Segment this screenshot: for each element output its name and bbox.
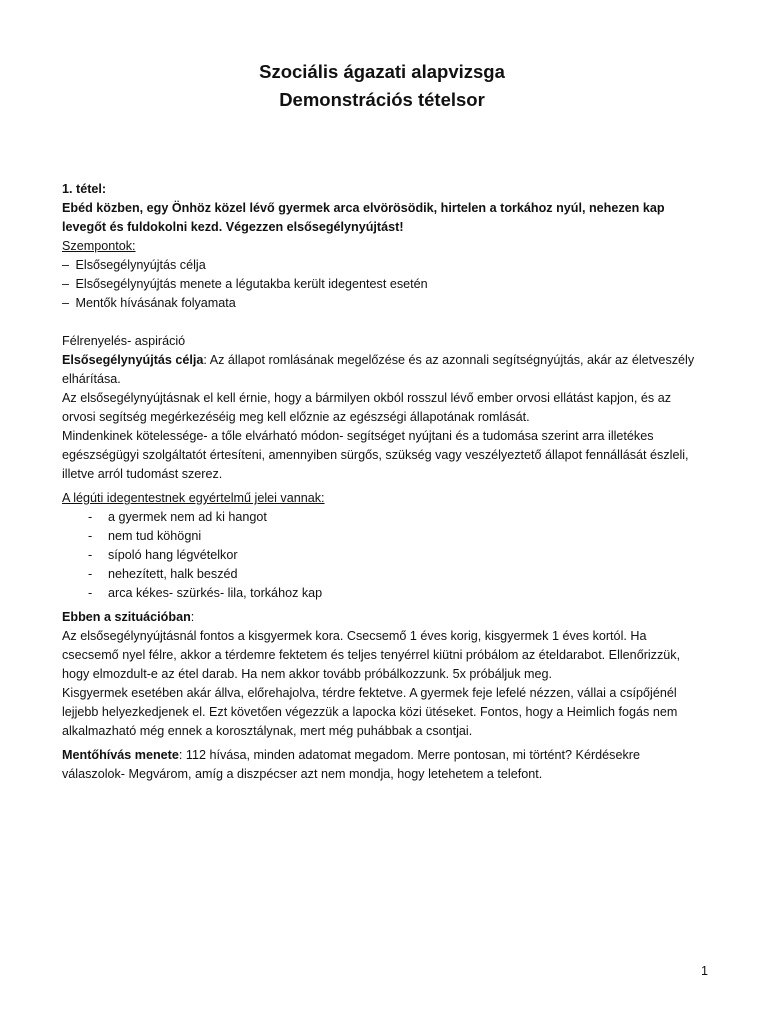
list-item <box>62 565 702 584</box>
list-marker: - <box>88 510 93 524</box>
criteria-marker: – <box>62 296 70 310</box>
goal-paragraph <box>62 351 702 389</box>
answer-topic: Félrenyelés- aspiráció <box>62 334 186 348</box>
situation-label: Ebben a szituációban <box>62 610 191 624</box>
criteria-item-text: Elsősegélynyújtás menete a légutakba került idegentest esetén <box>75 277 428 291</box>
page-number: 1 <box>700 964 708 978</box>
list-marker: - <box>88 586 93 600</box>
list-item <box>62 527 702 546</box>
call-text: : 112 hívása, minden adatomat megadom. Merre pontosan, mi történt? Kérdésekre válaszolok- Megvárom, amíg a diszpécser azt nem mondja, hogy letehetem a telefont. <box>62 748 640 781</box>
document-title: Szociális ágazati alapvizsga <box>259 61 505 82</box>
criteria-marker: – <box>62 277 70 291</box>
list-marker: - <box>88 529 93 543</box>
title-block <box>62 58 702 114</box>
criteria-item <box>62 275 702 294</box>
criteria-heading: Szempontok: <box>62 239 136 253</box>
list-item-text: arca kékes- szürkés- lila, torkához kap <box>108 586 323 600</box>
criteria-marker: – <box>62 258 70 272</box>
goal-label: Elsősegélynyújtás célja <box>62 353 204 367</box>
criteria-item-text: Mentők hívásának folyamata <box>75 296 236 310</box>
list-marker: - <box>88 548 93 562</box>
call-paragraph <box>62 746 702 784</box>
paragraph-obligation: Az elsősegélynyújtásnak el kell érnie, hogy a bármilyen okból rosszul lévő ember orvosi ellátást kapjon, és az orvosi segítség megérkezéséig meg kell előznie az egészségi állapotának romlását. <box>62 391 672 424</box>
item-number: 1. tétel: <box>62 182 107 196</box>
item-scenario: Ebéd közben, egy Önhöz közel lévő gyermek arca elvörösödik, hirtelen a torkához nyúl, nehezen kap levegőt és fuldokolni kezd. Végezzen elsősegélynyújtást! <box>62 201 665 234</box>
list-item <box>62 546 702 565</box>
criteria-item <box>62 256 702 275</box>
paragraph-duty: Mindenkinek kötelessége- a tőle elvárható módon- segítséget nyújtani és a tudomása szerint arra illetékes egészségügyi szolgáltatót értesíteni, amennyiben sürgős, szükség vagy veszélyeztető állapot fennállását észleli, illetve arról tudomást szerez. <box>62 429 689 481</box>
document-content <box>62 180 702 784</box>
criteria-item-text: Elsősegélynyújtás célja <box>75 258 206 272</box>
list-item <box>62 584 702 603</box>
list-item <box>62 508 702 527</box>
call-label: Mentőhívás menete <box>62 748 179 762</box>
signs-list <box>62 508 702 603</box>
criteria-list <box>62 256 702 313</box>
situation-colon: : <box>190 610 195 624</box>
list-item-text: nehezített, halk beszéd <box>108 567 238 581</box>
criteria-item <box>62 294 702 313</box>
document-subtitle: Demonstrációs tételsor <box>279 89 485 110</box>
situation-paragraph-infant: Az elsősegélynyújtásnál fontos a kisgyermek kora. Csecsemő 1 éves korig, kisgyermek 1 éves kortól. Ha csecsemő nyel félre, akkor a térdemre fektetem és teljes tenyérrel kiütni próbálom az ételdarabot. Ellenőrizzük, hogy elmozdult-e az étel darab. Ha nem akkor tovább próbálkozzunk. 5x próbáljuk meg. <box>62 629 681 681</box>
list-marker: - <box>88 567 93 581</box>
list-item-text: a gyermek nem ad ki hangot <box>108 510 267 524</box>
list-item-text: nem tud köhögni <box>108 529 202 543</box>
signs-heading: A légúti idegentestnek egyértelmű jelei vannak: <box>62 491 325 505</box>
situation-paragraph-child: Kisgyermek esetében akár állva, előrehajolva, térdre fektetve. A gyermek feje lefelé nézzen, vállai a csípőjénél lejjebb helyezkedjenek el. Ezt követően végezzük a lapocka közi ütéseket. Fontos, hogy a Heimlich fogás nem alkalmazható még ennek a korosztálynak, mert még puhábbak a csontjai. <box>62 686 678 738</box>
list-item-text: sípoló hang légvételkor <box>108 548 238 562</box>
situation-heading <box>62 608 702 627</box>
goal-text: : Az állapot romlásának megelőzése és az azonnali segítségnyújtás, akár az életveszély elhárítása. <box>62 353 695 386</box>
